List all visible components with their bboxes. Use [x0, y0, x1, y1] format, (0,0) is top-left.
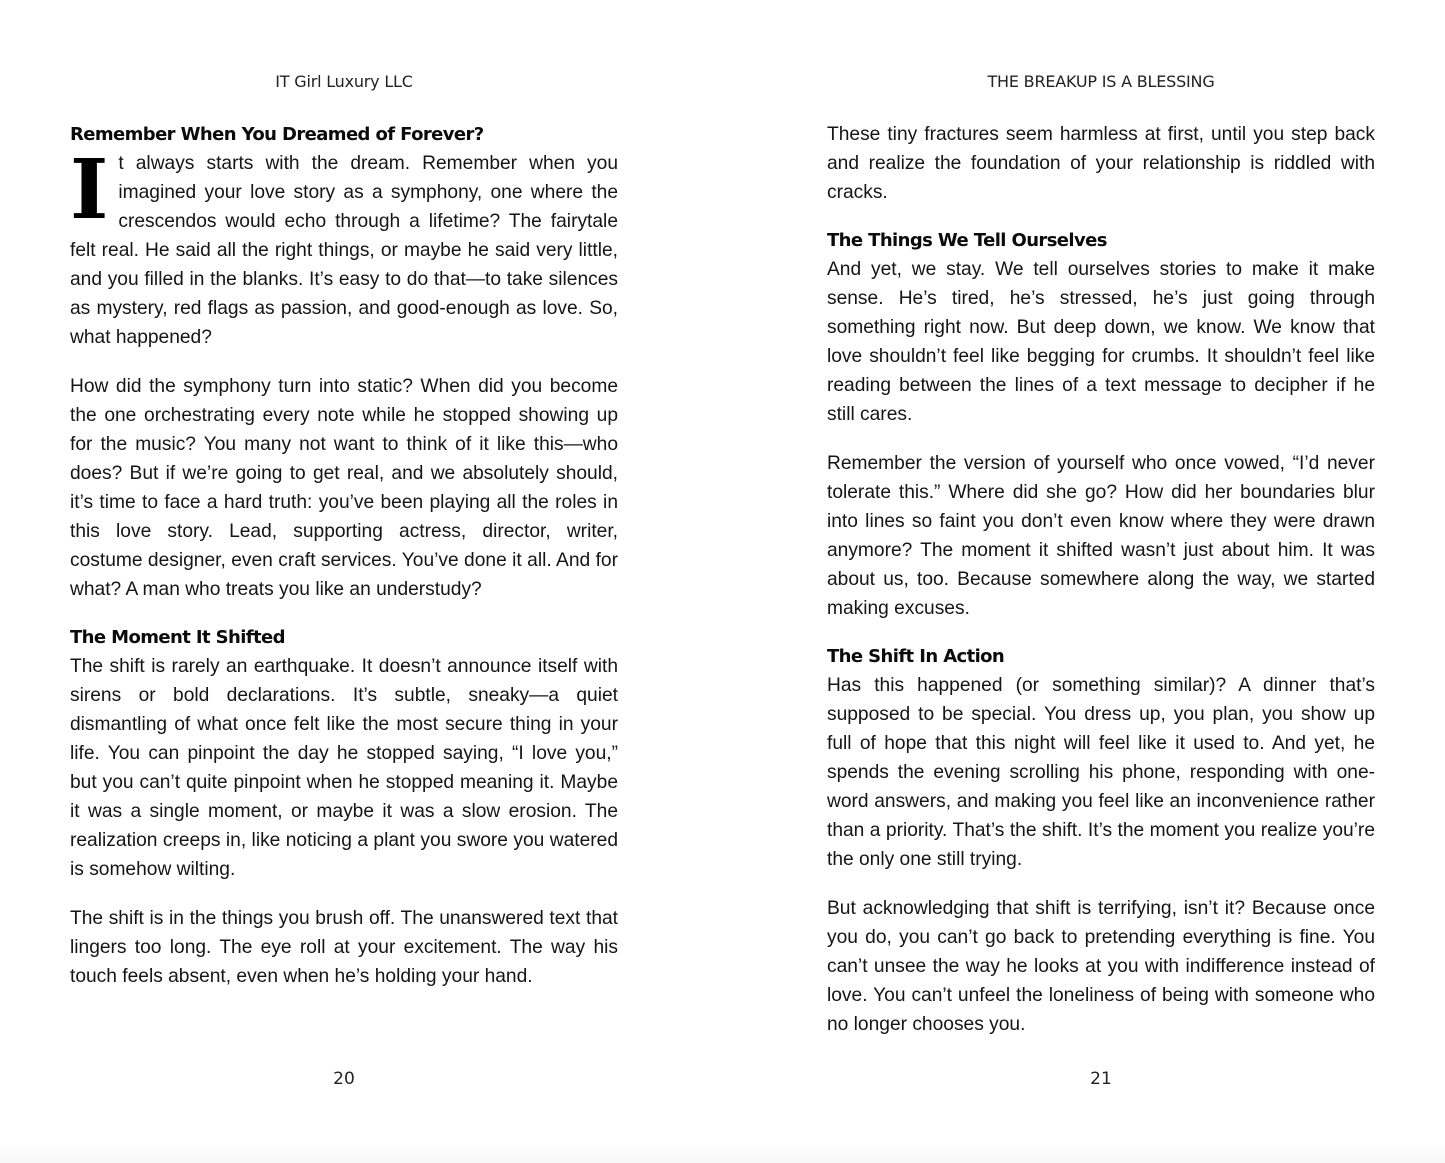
paragraph: The shift is in the things you brush off. The unanswered text that lingers too long. The eye roll at your excitement. The way his touch feels absent, even when he’s holding your hand. [70, 908, 618, 987]
paragraph-text: t always starts with the dream. Remember when you imagined your love story as a symphony, one where the crescendos would echo through a lifetime? The fairytale felt real. He said all the right things, or maybe he said very little, and you filled in the blanks. It’s easy to do that—to take silences as mystery, red flags as passion, and good-enough as love. So, what happened? [70, 153, 618, 348]
running-head-right: THE BREAKUP IS A BLESSING [987, 72, 1215, 91]
page-number-left: 20 [333, 1069, 355, 1089]
paragraph: Remember the version of yourself who once vowed, “I’d never tolerate this.” Where did she go? How did her boundaries blur into lines so faint you don’t even know where they were drawn anymore? The moment it shifted wasn’t just about him. It was about us, too. Because somewhere along the way, we started making excuses. [827, 453, 1375, 619]
right-page-body [827, 120, 1375, 1059]
drop-cap: I [70, 142, 109, 238]
paragraph: These tiny fractures seem harmless at first, until you step back and realize the foundation of your relationship is riddled with cracks. [827, 124, 1375, 203]
paragraph: The shift is rarely an earthquake. It doesn’t announce itself with sirens or bold declarations. It’s subtle, sneaky—a quiet dismantling of what once felt like the most secure thing in your life. You can pinpoint the day he stopped saying, “I love you,” but you can’t quite pinpoint when he stopped meaning it. Maybe it was a single moment, or maybe it was a slow erosion. The realization creeps in, like noticing a plant you swore you watered is somehow wilting. [70, 656, 618, 880]
page-number-right: 21 [1090, 1069, 1112, 1089]
section-heading: The Things We Tell Ourselves [827, 230, 1107, 251]
opening-paragraph [70, 142, 618, 352]
left-page-body [70, 120, 618, 1011]
bottom-edge [0, 1143, 1445, 1163]
section-heading: The Moment It Shifted [70, 627, 285, 648]
running-head-left: IT Girl Luxury LLC [275, 72, 413, 91]
paragraph: And yet, we stay. We tell ourselves stories to make it make sense. He’s tired, he’s stressed, he’s just going through something right now. But deep down, we know. We know that love shouldn’t feel like begging for crumbs. It shouldn’t feel like reading between the lines of a text message to decipher if he still cares. [827, 259, 1375, 425]
paragraph: How did the symphony turn into static? When did you become the one orchestrating every note while he stopped showing up for the music? You many not want to think of it like this—who does? But if we’re going to get real, and we absolutely should, it’s time to face a hard truth: you’ve been playing all the roles in this love story. Lead, supporting actress, director, writer, costume designer, even craft services. You’ve done it all. And for what? A man who treats you like an understudy? [70, 376, 618, 600]
section-heading: Remember When You Dreamed of Forever? [70, 124, 484, 145]
paragraph: Has this happened (or something similar)? A dinner that’s supposed to be special. You dress up, you plan, you show up full of hope that this night will feel like it used to. And yet, he spends the evening scrolling his phone, responding with one-word answers, and making you feel like an inconvenience rather than a priority. That’s the shift. It’s the moment you realize you’re the only one still trying. [827, 675, 1375, 870]
paragraph: But acknowledging that shift is terrifying, isn’t it? Because once you do, you can’t go back to pretending everything is fine. You can’t unsee the way he looks at you with indifference instead of love. You can’t unfeel the loneliness of being with someone who no longer chooses you. [827, 898, 1375, 1035]
section-heading: The Shift In Action [827, 646, 1005, 667]
